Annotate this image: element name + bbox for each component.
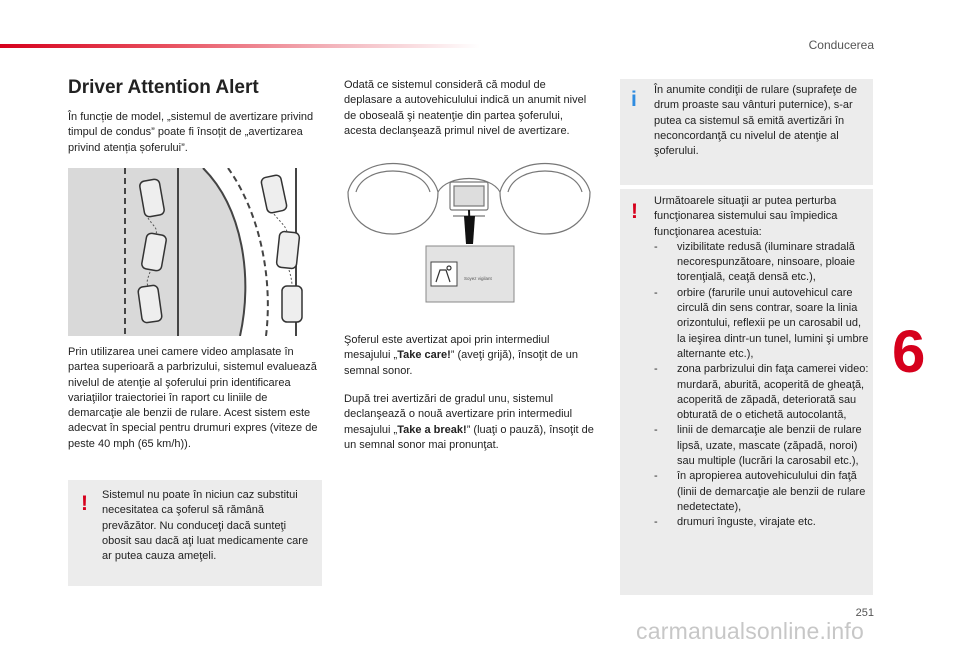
lane-drift-drawing bbox=[68, 168, 322, 336]
body-paragraph: Prin utilizarea unei camere video amplasate în partea superioară a parbrizului, sistemul evaluează nivelul de atenţie al şoferului prin identificarea variaţiilor traiectoriei în raport cu liniile de demarcaţie ale benzii de rulare. Acest sistem este adecvat în special pentru drumuri expres (viteze de peste 40 mph (65 km/h)). bbox=[68, 346, 318, 450]
take-care-text-post: ” (aveţi grijă), însoţit de un semnal sonor. bbox=[344, 349, 578, 377]
info-text: În anumite condiţii de rulare (suprafeţe de drum proaste sau vânturi puternice), s-ar putea ca sistemul să emită avertizări în neconcordanţă cu nivelul de atenţie al şoferului. bbox=[654, 84, 858, 158]
take-a-break-message: Take a break! bbox=[397, 423, 467, 436]
page-number: 251 bbox=[855, 607, 874, 619]
list-item: - linii de demarcaţie ale benzii de rulare lipsă, uzate, mascate (zăpadă, noroi) sau multiple (lucrări la carosabil etc.), bbox=[654, 423, 870, 469]
chapter-number: 6 bbox=[892, 318, 926, 385]
take-a-break-text-post: ” (luaţi o pauză), însoţit de un semnal sonor mai pronunţat. bbox=[344, 423, 594, 451]
instrument-cluster-illustration bbox=[338, 154, 600, 312]
warning-text: Sistemul nu poate în niciun caz substitui necesitatea ca şoferul să rămână prevăzător. Nu conduceţi dacă sunteţi obosit sau dacă aţi luat medicamente care ar putea cauza ameţeli. bbox=[102, 489, 309, 563]
header-accent-bar bbox=[0, 44, 480, 48]
warning-box-right bbox=[620, 189, 873, 595]
intro-paragraph: În funcție de model, „sistemul de avertizare privind timpul de condus” poate fi însoțit de „avertizarea privind atenția șoferului”. bbox=[68, 111, 314, 154]
take-care-text-pre: Şoferul este avertizat apoi prin intermediul mesajului „ bbox=[344, 334, 550, 362]
first-level-paragraph: Odată ce sistemul consideră că modul de deplasare a autovehiculului indică un anumit nivel de oboseală şi neatenţie din partea şoferului, acesta declanşează primul nivel de avertizare. bbox=[344, 79, 587, 137]
lane-drift-illustration bbox=[68, 168, 322, 336]
warning-box-left bbox=[68, 480, 322, 586]
list-item: - în apropierea autovehiculului din faţă (linii de demarcaţie ale benzii de rulare nedetectate), bbox=[654, 469, 870, 515]
display-message: Soyez vigilant bbox=[464, 276, 492, 281]
list-item: - drumuri înguste, virajate etc. bbox=[654, 515, 870, 530]
list-item: - vizibilitate redusă (iluminare stradală necorespunzătoare, ninsoare, ploaie torenţială, ceaţă densă etc.), bbox=[654, 240, 870, 286]
section-title: Driver Attention Alert bbox=[68, 77, 259, 98]
warning-intro: Următoarele situaţii ar putea perturba funcţionarea sistemului sau împiedica funcţionarea acestuia: bbox=[654, 195, 838, 238]
take-care-paragraph bbox=[344, 333, 596, 379]
warning-icon: ! bbox=[631, 200, 638, 223]
info-icon: i bbox=[631, 88, 637, 111]
warning-list bbox=[654, 240, 870, 531]
take-a-break-paragraph bbox=[344, 392, 600, 453]
warning-icon: ! bbox=[81, 492, 88, 515]
list-item: - zona parbrizului din faţa camerei video: murdară, aburită, acoperită de gheaţă, acoperită de zăpadă, deteriorată sau obturată de o etichetă autocolantă, bbox=[654, 362, 870, 423]
list-item: - orbire (farurile unui autovehicul care circulă din sens contrar, soare la linia orizontului, reflexii pe un carosabil ud, la ieşirea dintr-un tunel, lumini şi umbre alternante etc.), bbox=[654, 286, 870, 362]
warning-content bbox=[654, 194, 870, 531]
info-box bbox=[620, 79, 873, 185]
chapter-title: Conducerea bbox=[808, 38, 874, 52]
watermark: carmanualsonline.info bbox=[636, 618, 864, 644]
take-a-break-text-pre: După trei avertizări de gradul unu, sistemul declanşează o nouă avertizare prin intermediul mesajului „ bbox=[344, 393, 573, 436]
instrument-cluster-drawing bbox=[338, 154, 600, 312]
take-care-message: Take care! bbox=[397, 349, 451, 362]
